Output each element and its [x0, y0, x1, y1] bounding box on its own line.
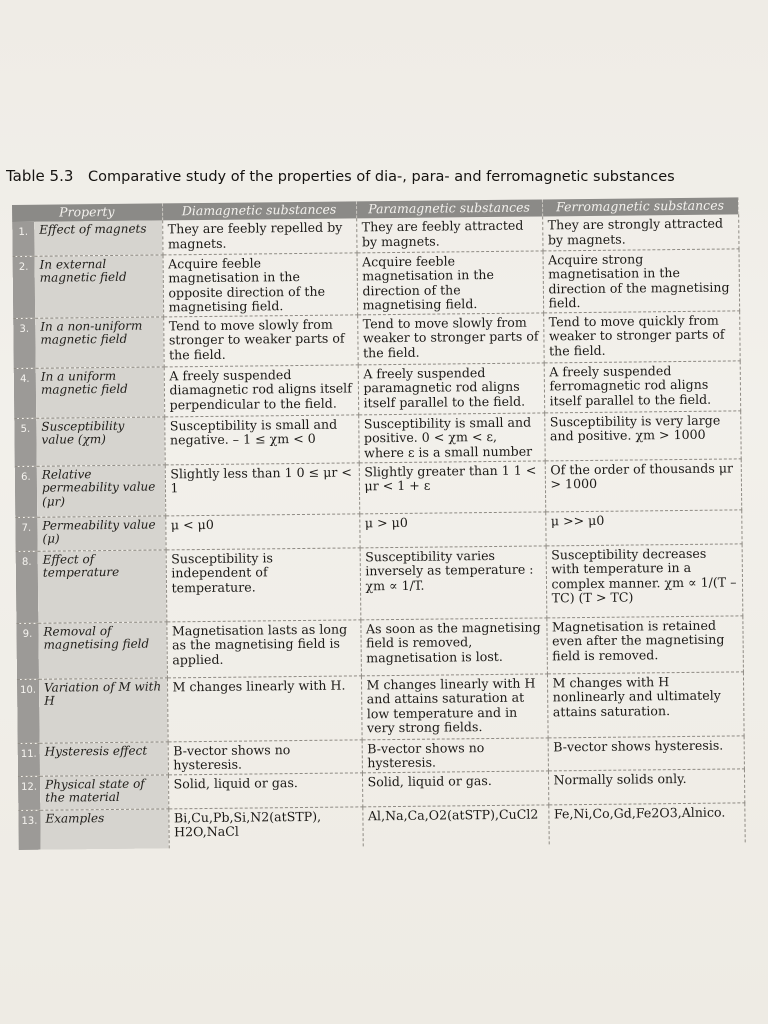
property-cell: Examples	[40, 808, 168, 849]
diamagnetic-cell: M changes linearly with H.	[167, 675, 362, 741]
ferromagnetic-cell: Normally solids only.	[548, 768, 744, 804]
paramagnetic-cell: B-vector shows no hysteresis.	[362, 737, 548, 772]
diamagnetic-cell: μ < μ0	[165, 513, 359, 549]
comparison-table	[12, 197, 745, 850]
property-cell: Physical state of the material	[40, 774, 168, 809]
header-ferromagnetic: Ferromagnetic substances	[542, 197, 738, 216]
paramagnetic-cell: Susceptibility varies inversely as temperature : χm ∝ 1/T.	[360, 545, 547, 619]
header-diamagnetic: Diamagnetic substances	[162, 201, 356, 220]
ferromagnetic-cell: A freely suspended ferromagnetic rod aligns itself parallel to the field.	[544, 360, 741, 412]
table-row	[14, 410, 740, 466]
property-cell: Permeability value (μ)	[37, 515, 165, 550]
paramagnetic-cell: M changes linearly with H and attains saturation at low temperature and in very strong fields.	[361, 673, 548, 739]
row-number: 8.	[16, 551, 39, 623]
property-cell: Relative permeability value (μr)	[37, 464, 166, 516]
paramagnetic-cell: Solid, liquid or gas.	[362, 770, 548, 806]
row-number: 10.	[17, 679, 40, 743]
paramagnetic-cell: They are feebly attracted by magnets.	[356, 216, 542, 252]
ferromagnetic-cell: μ >> μ0	[545, 509, 741, 545]
table-row	[15, 458, 741, 517]
ferromagnetic-cell: Susceptibility decreases with temperature in a complex manner. χm ∝ 1/(T – TC) (T > TC)	[546, 543, 743, 617]
ferromagnetic-cell: Fe,Ni,Co,Gd,Fe2O3,Alnico.	[548, 802, 744, 844]
property-cell: Effect of magnets	[34, 220, 162, 255]
table-row	[14, 360, 740, 418]
paramagnetic-cell: Slightly greater than 1 1 < μr < 1 + ε	[359, 460, 546, 513]
row-number: 3.	[13, 318, 36, 368]
row-number: 11.	[18, 743, 40, 776]
diamagnetic-cell: They are feebly repelled by magnets.	[162, 218, 356, 254]
table-row	[16, 543, 743, 623]
row-number: 5.	[14, 418, 37, 466]
diamagnetic-cell: Susceptibility is small and negative. – 1 ≤ χm < 0	[164, 414, 358, 464]
property-cell: Removal of magnetising field	[38, 621, 167, 678]
ferromagnetic-cell: Magnetisation is retained even after the magnetising field is removed.	[546, 615, 743, 673]
property-cell: Effect of temperature	[38, 549, 167, 622]
property-cell: Variation of M with H	[39, 677, 168, 742]
property-cell: In external magnetic field	[35, 254, 164, 317]
ferromagnetic-cell: M changes with H nonlinearly and ultimately attains saturation.	[547, 671, 744, 737]
row-number: 1.	[12, 222, 34, 256]
table-row	[16, 615, 743, 679]
diamagnetic-cell: Solid, liquid or gas.	[168, 772, 362, 808]
paramagnetic-cell: Susceptibility is small and positive. 0 < χm < ε, where ε is a small number	[358, 412, 544, 462]
diamagnetic-cell: Susceptibility is independent of temperature.	[166, 547, 361, 621]
ferromagnetic-cell: B-vector shows hysteresis.	[548, 735, 744, 770]
ferromagnetic-cell: Of the order of thousands μr > 1000	[545, 458, 742, 511]
row-number: 12.	[18, 776, 40, 810]
paramagnetic-cell: Tend to move slowly from weaker to stronger parts of the field.	[357, 312, 544, 364]
table-row	[17, 671, 744, 743]
table-row	[13, 248, 740, 318]
paramagnetic-cell: As soon as the magnetising field is removed, magnetisation is lost.	[360, 617, 547, 675]
row-number: 4.	[14, 368, 37, 418]
diamagnetic-cell: B-vector shows no hysteresis.	[168, 739, 362, 774]
paramagnetic-cell: μ > μ0	[359, 511, 545, 547]
row-number: 6.	[15, 466, 38, 517]
diamagnetic-cell: Acquire feeble magnetisation in the opposite direction of the magnetising field.	[163, 252, 358, 316]
property-cell: Hysteresis effect	[40, 741, 168, 775]
property-cell: In a uniform magnetic field	[36, 366, 165, 417]
paramagnetic-cell: Al,Na,Ca,O2(atSTP),CuCl2	[362, 804, 548, 846]
table-number: Table 5.3	[6, 167, 74, 185]
row-number: 13.	[18, 810, 40, 850]
table-row	[13, 310, 739, 368]
diamagnetic-cell: Magnetisation lasts as long as the magnetising field is applied.	[166, 619, 361, 677]
diamagnetic-cell: A freely suspended diamagnetic rod aligns itself perpendicular to the field.	[164, 364, 359, 416]
property-cell: In a non-uniform magnetic field	[35, 316, 164, 367]
ferromagnetic-cell: Susceptibility is very large and positive. χm > 1000	[544, 410, 740, 460]
table-row	[18, 802, 744, 850]
diamagnetic-cell: Tend to move slowly from stronger to weaker parts of the field.	[163, 314, 358, 366]
paramagnetic-cell: Acquire feeble magnetisation in the direction of the magnetising field.	[357, 250, 544, 314]
row-number: 2.	[13, 256, 36, 318]
diamagnetic-cell: Bi,Cu,Pb,Si,N2(atSTP), H2O,NaCl	[168, 806, 362, 848]
ferromagnetic-cell: Acquire strong magnetisation in the direction of the magnetising field.	[543, 248, 740, 312]
header-property: Property	[12, 203, 162, 222]
row-number: 7.	[15, 517, 37, 551]
ferromagnetic-cell: They are strongly attracted by magnets.	[542, 214, 738, 250]
ferromagnetic-cell: Tend to move quickly from weaker to stronger parts of the field.	[543, 310, 740, 362]
table-caption	[6, 167, 746, 197]
row-number: 9.	[16, 623, 39, 679]
property-cell: Susceptibility value (χm)	[36, 416, 164, 465]
table-title: Comparative study of the properties of dia-, para- and ferromagnetic substances	[88, 169, 675, 185]
header-paramagnetic: Paramagnetic substances	[356, 199, 542, 218]
paramagnetic-cell: A freely suspended paramagnetic rod aligns itself parallel to the field.	[358, 362, 545, 414]
diamagnetic-cell: Slightly less than 1 0 ≤ μr < 1	[165, 462, 360, 515]
